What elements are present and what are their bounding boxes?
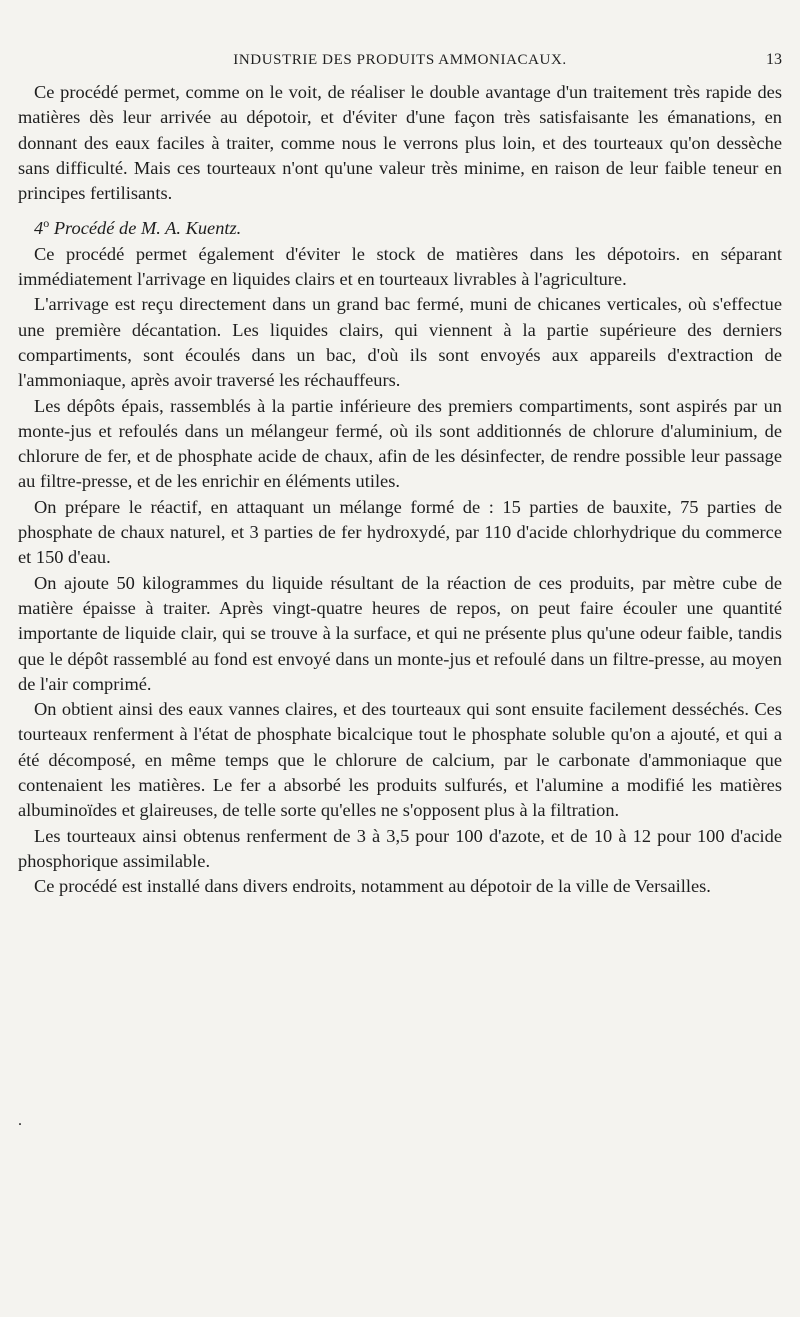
paragraph-9: Ce procédé est installé dans divers endroits, notamment au dépotoir de la ville de Versailles. [34,876,711,897]
section-heading [18,216,782,241]
paragraph-8: Les tourteaux ainsi obtenus renferment de 3 à 3,5 pour 100 d'azote, et de 10 à 12 pour 100 d'acide phosphorique assimilable. [18,825,782,871]
section-number: 4 [34,218,44,239]
section-ordinal-mark: o [43,216,50,231]
paragraph-5: On prépare le réactif, en attaquant un mélange formé de : 15 parties de bauxite, 75 parties de phosphate de chaux naturel, et 3 parties de fer hydroxydé, par 110 d'acide chlorhydrique du commerce et 150 d'eau. [18,496,782,568]
paragraph-3: L'arrivage est reçu directement dans un grand bac fermé, muni de chicanes verticales, où s'effectue une première décantation. Les liquides clairs, qui viennent à la partie supérieure des derniers compartiments, sont écoulés dans un bac, d'où ils sont envoyés aux appareils d'extraction de l'ammoniaque, après avoir traversé les réchauffeurs. [18,294,782,391]
paragraph-2: Ce procédé permet également d'éviter le stock de matières dans les dépotoirs. en séparant immédiatement l'arrivage en liquides clairs et en tourteaux livrables à l'agriculture. [18,243,782,290]
running-head [18,48,782,72]
section-title: Procédé de M. A. Kuentz. [53,218,242,239]
paragraph-1: Ce procédé permet, comme on le voit, de réaliser le double avantage d'un traitement très rapide des matières dès leur arrivée au dépotoir, et d'éviter d'une façon très satisfaisante les émanations, en donnant des eaux faciles à traiter, comme nous le verrons plus loin, et des tourteaux qu'on dessèche sans difficulté. Mais ces tourteaux n'ont qu'une valeur très minime, en raison de leur faible teneur en principes fertilisants. [18,82,782,204]
page-number: 13 [766,51,782,68]
body-text [18,80,782,900]
paragraph-7: On obtient ainsi des eaux vannes claires, et des tourteaux qui sont ensuite facilement desséchés. Ces tourteaux renferment à l'état de phosphate bicalcique tout le phosphate soluble qu'on a ajouté, et qui a été décomposé, en même temps que le chlorure de calcium, par le carbonate d'ammoniaque que contenaient les matières. Le fer a absorbé les produits sulfurés, et l'alumine a modifié les matières albuminoïdes et glaireuses, de telle sorte qu'elles ne s'opposent plus à la filtration. [18,699,782,821]
paragraph-6: On ajoute 50 kilogrammes du liquide résultant de la réaction de ces produits, par mètre cube de matière épaisse à traiter. Après vingt-quatre heures de repos, on peut faire écouler une quantité importante de liquide clair, qui se trouve à la surface, et qui ne présente plus qu'une odeur faible, tandis que le dépôt rassemblé au fond est envoyé dans un monte-jus et refoulé dans un filtre-presse, au moyen de l'air comprimé. [18,572,782,694]
paragraph-4: Les dépôts épais, rassemblés à la partie inférieure des premiers compartiments, sont aspirés par un monte-jus et refoulés dans un mélangeur fermé, où ils sont additionnés de chlorure d'aluminium, de chlorure de fer, et de phosphate acide de chaux, afin de les désinfecter, de rendre possible leur passage au filtre-presse, et de les enrichir en éléments utiles. [18,395,782,492]
running-title: INDUSTRIE DES PRODUITS AMMONIACAUX. [233,52,567,68]
stray-mark: . [18,1112,22,1129]
